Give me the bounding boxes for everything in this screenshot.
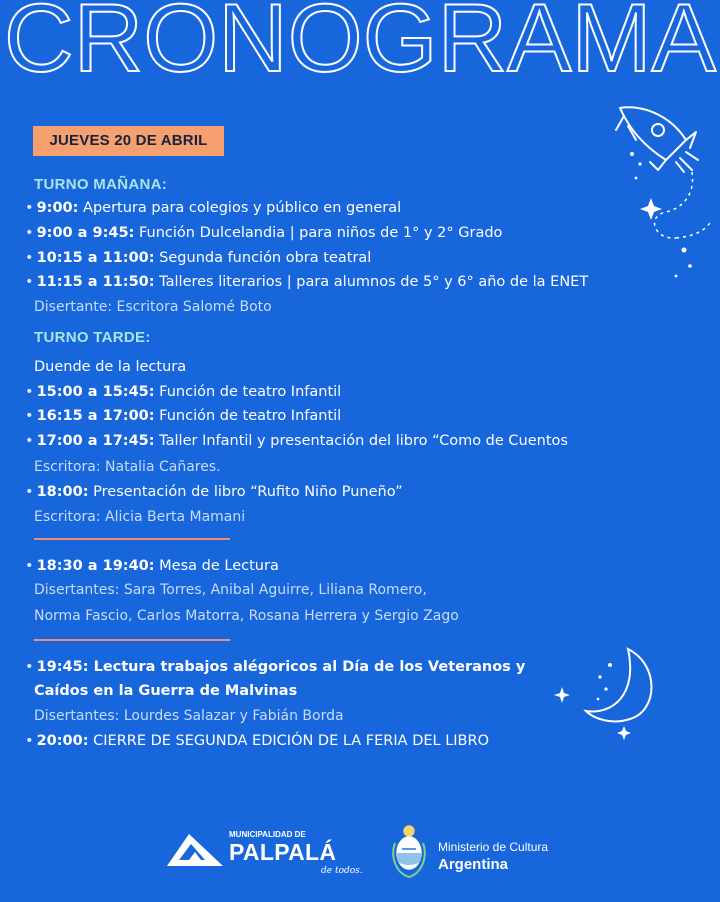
- item-time: 16:15 a 17:00:: [36, 408, 155, 424]
- item-text: Función de teatro Infantil: [154, 408, 342, 424]
- bullet: •: [25, 659, 34, 675]
- speaker-line: Norma Fascio, Carlos Matorra, Rosana Herrera y Sergio Zago: [34, 608, 459, 624]
- item-time: 9:00:: [36, 200, 79, 216]
- item-time: 20:00:: [36, 733, 89, 749]
- bullet: •: [25, 558, 34, 574]
- rocket-icon: [606, 100, 716, 280]
- item-text: Apertura para colegios y público en general: [78, 200, 402, 216]
- bullet: •: [25, 733, 34, 749]
- divider: [34, 639, 230, 641]
- bullet: •: [25, 384, 34, 400]
- item-time: 11:15 a 11:50:: [36, 274, 155, 290]
- item-text: Talleres literarios | para alumnos de 5° y 6° año de la ENET: [154, 274, 589, 290]
- bullet: •: [25, 274, 34, 290]
- municipality-name: PALPALÁ: [229, 839, 337, 865]
- item-text: Taller Infantil y presentación del libro “Como de Cuentos: [154, 433, 568, 449]
- morning-heading: TURNO MAÑANA:: [34, 176, 168, 193]
- item-time: 18:30 a 19:40:: [36, 558, 155, 574]
- municipality-top-text: MUNICIPALIDAD DE: [229, 830, 306, 839]
- bullet: •: [25, 433, 34, 449]
- ministry-logo: [438, 840, 588, 880]
- divider: [34, 538, 230, 540]
- schedule-item: [25, 198, 401, 218]
- item-time: 10:15 a 11:00:: [36, 250, 155, 266]
- item-time: 19:45:: [36, 659, 89, 675]
- bullet: •: [25, 484, 34, 500]
- item-text: Función Dulcelandia | para niños de 1° y 2° Grado: [134, 225, 503, 241]
- item-text: Función de teatro Infantil: [154, 384, 342, 400]
- ministry-line-1: Ministerio de Cultura: [438, 840, 549, 854]
- item-text: Lectura trabajos alégoricos al Día de los Veteranos y: [88, 659, 526, 675]
- bullet: •: [25, 200, 34, 216]
- schedule-item: [25, 482, 403, 502]
- palpala-logo-icon: [165, 830, 225, 870]
- item-text-continued: [34, 681, 297, 701]
- schedule-item: [25, 382, 341, 402]
- writer-line: Escritora: Natalia Cañares.: [34, 459, 221, 475]
- speaker-line: Disertante: Escritora Salomé Boto: [34, 299, 272, 315]
- afternoon-subheading: Duende de la lectura: [34, 359, 187, 375]
- moon-icon: [550, 645, 665, 745]
- municipality-tagline: de todos.: [321, 866, 363, 876]
- item-text-continued-bold: Caídos en la Guerra de Malvinas: [34, 683, 298, 699]
- bullet: •: [25, 408, 34, 424]
- bullet: •: [25, 250, 34, 266]
- schedule-item: [25, 731, 489, 751]
- schedule-item: [25, 431, 568, 451]
- schedule-item: [25, 556, 279, 576]
- municipality-logo: [229, 830, 369, 882]
- schedule-item: [25, 223, 502, 243]
- item-text: Mesa de Lectura: [154, 558, 279, 574]
- date-badge: JUEVES 20 DE ABRIL: [33, 126, 224, 156]
- schedule-item: [25, 248, 371, 268]
- speaker-line: Disertantes: Lourdes Salazar y Fabián Borda: [34, 708, 344, 724]
- schedule-item: [25, 272, 588, 292]
- schedule-item: [25, 657, 525, 677]
- schedule-item: [25, 406, 341, 426]
- speaker-line: Disertantes: Sara Torres, Anibal Aguirre, Liliana Romero,: [34, 582, 427, 598]
- page-title: CRONOGRAMA: [4, 0, 716, 92]
- bullet: •: [25, 225, 34, 241]
- coat-of-arms-icon: [390, 823, 428, 883]
- writer-line: Escritora: Alicia Berta Mamani: [34, 509, 246, 525]
- item-time: 15:00 a 15:45:: [36, 384, 155, 400]
- item-text: Presentación de libro “Rufito Niño Puneño”: [88, 484, 403, 500]
- item-time: 9:00 a 9:45:: [36, 225, 135, 241]
- ministry-line-2: Argentina: [438, 856, 509, 873]
- item-text: CIERRE DE SEGUNDA EDICIÓN DE LA FERIA DEL LIBRO: [88, 733, 489, 749]
- item-time: 17:00 a 17:45:: [36, 433, 155, 449]
- item-text: Segunda función obra teatral: [154, 250, 372, 266]
- item-time: 18:00:: [36, 484, 89, 500]
- afternoon-heading: TURNO TARDE:: [34, 329, 151, 346]
